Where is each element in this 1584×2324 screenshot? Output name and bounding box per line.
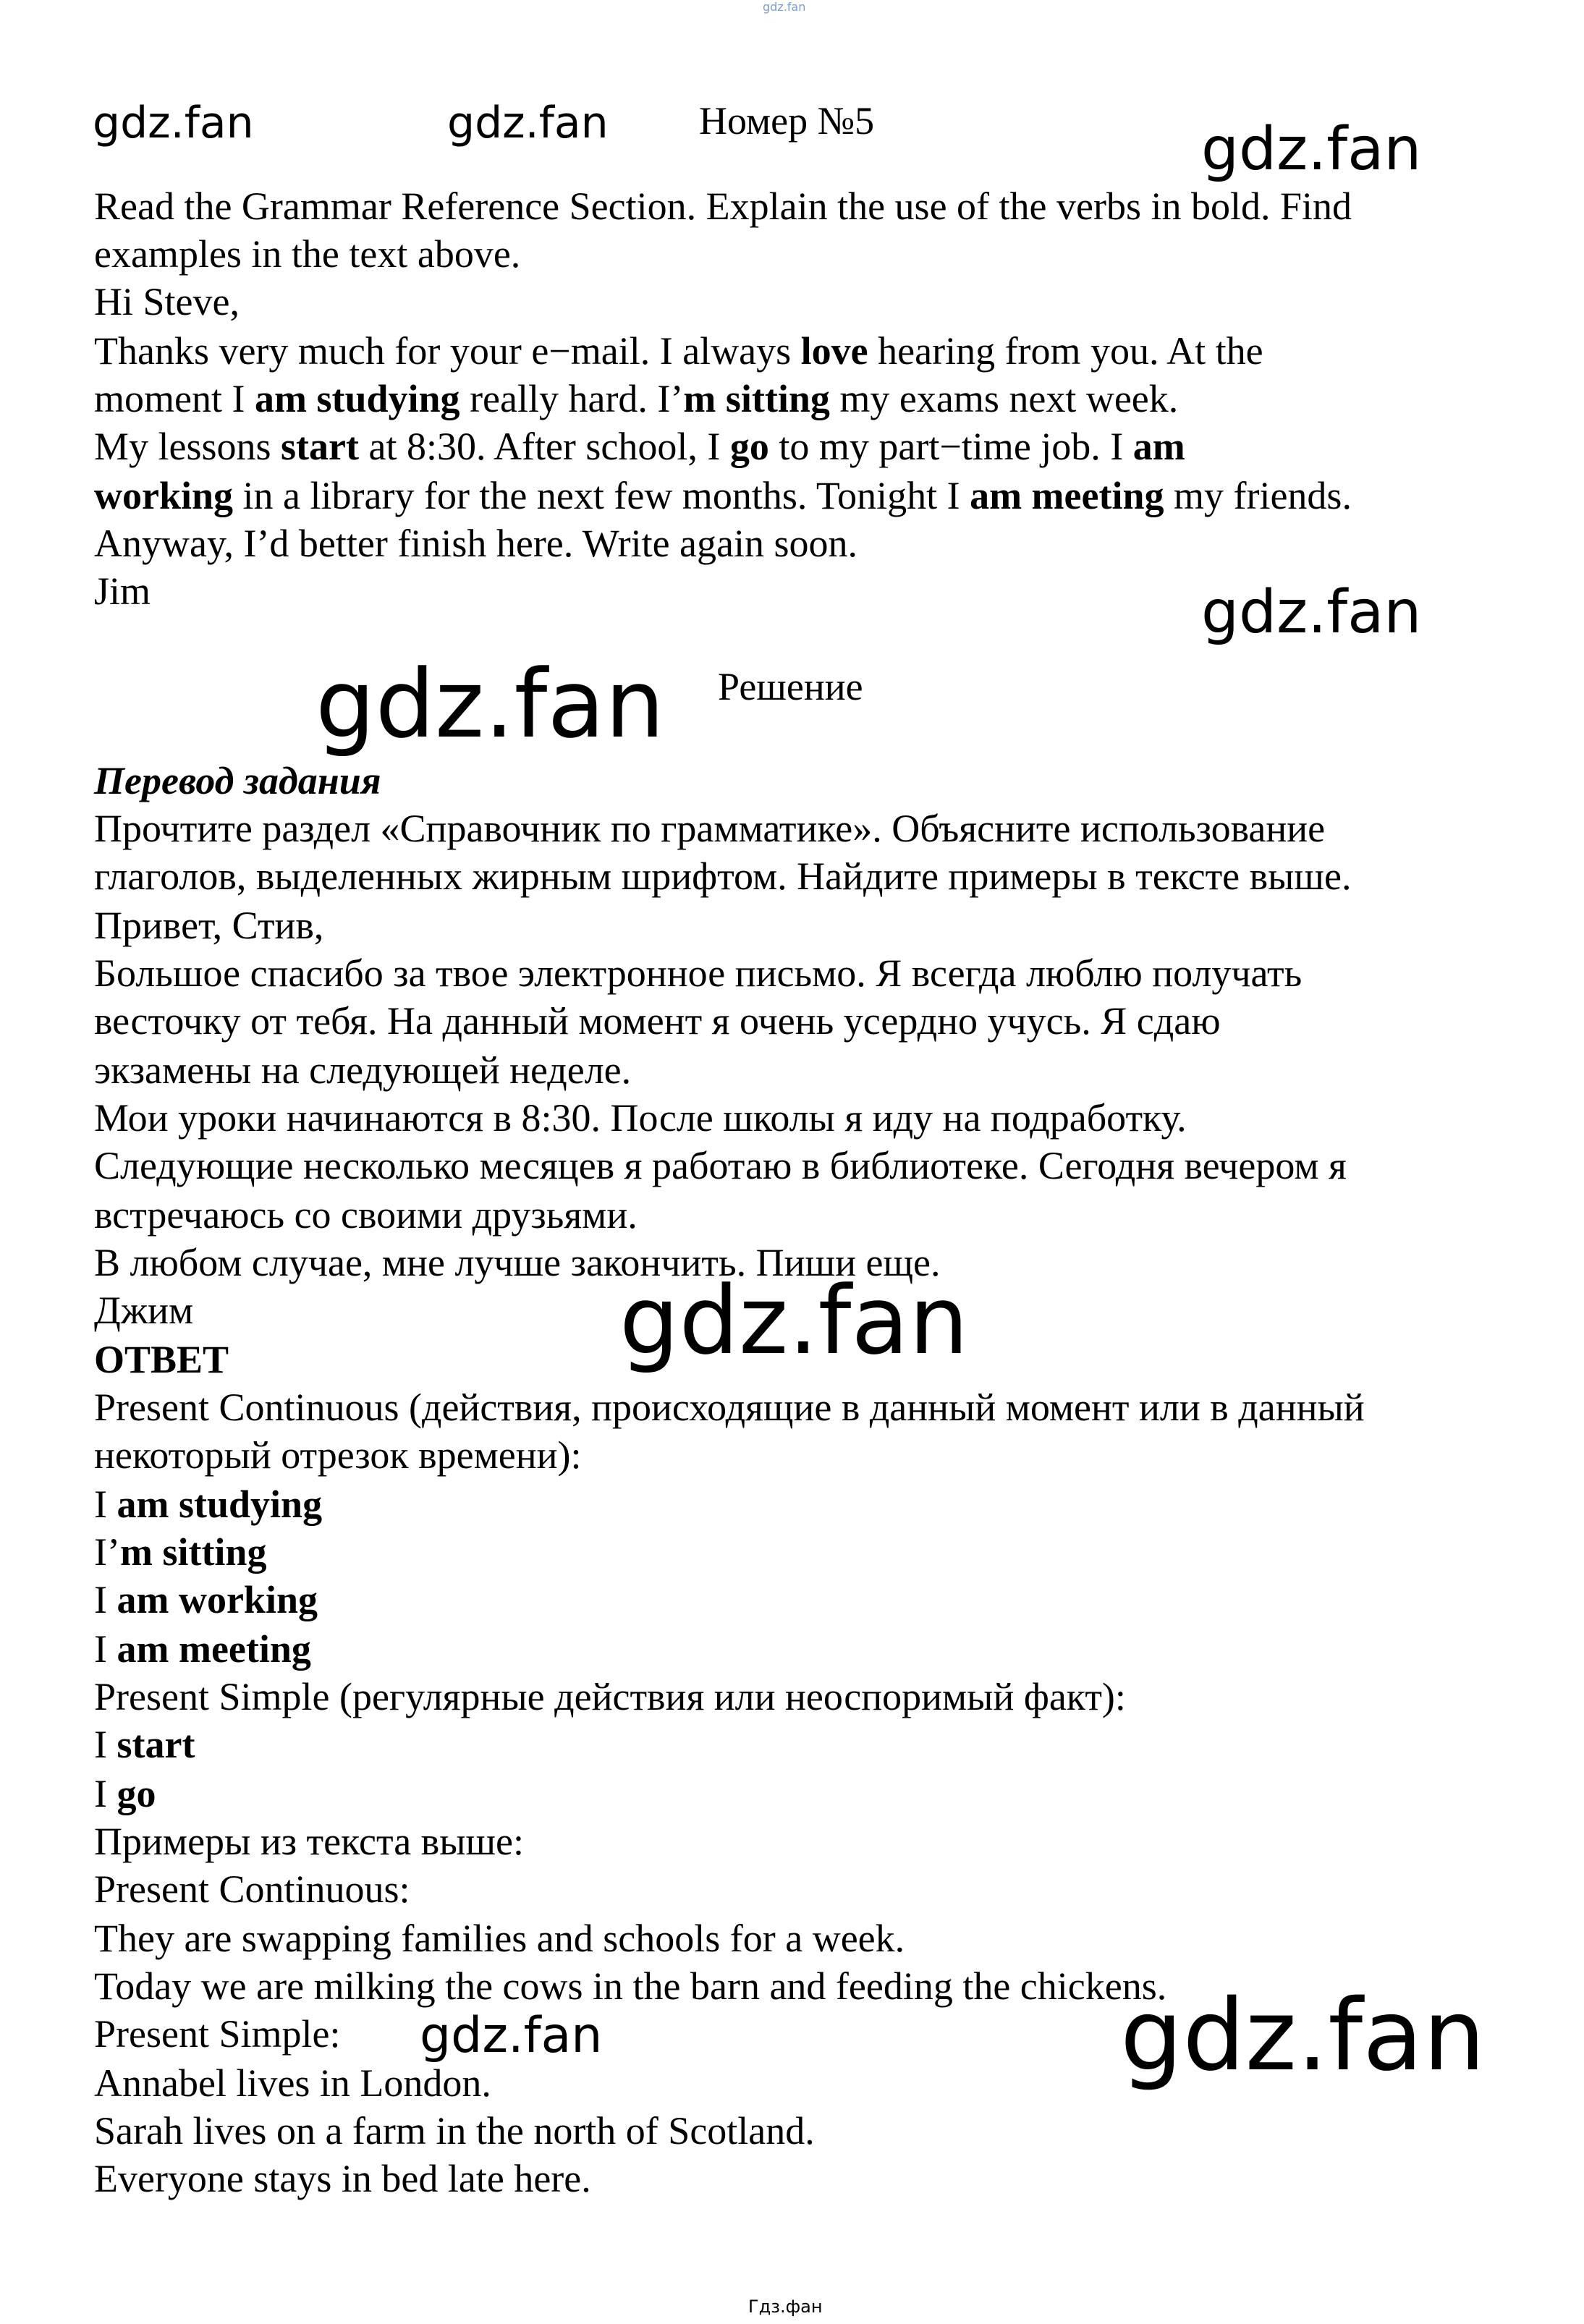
bold-verb: am xyxy=(1132,425,1185,468)
watermark-header-1: gdz.fan xyxy=(93,98,254,148)
bold-verb: love xyxy=(800,329,868,373)
footer-text: Гдз.фан xyxy=(748,2297,823,2317)
task-line-6 xyxy=(94,423,1185,470)
pc-example-2: Today we are milking the cows in the barn and feeding the chickens. xyxy=(94,1964,1167,2008)
task-line-8: Anyway, I’d better finish here. Write again soon. xyxy=(94,522,858,565)
bold-verb: am studying xyxy=(254,377,460,420)
translation-line-8: Следующие несколько месяцев я работаю в библиотеке. Сегодня вечером я xyxy=(94,1144,1347,1187)
answer-example-5 xyxy=(94,1721,195,1768)
answer-example-4 xyxy=(94,1625,311,1673)
bold-verb: am meeting xyxy=(970,474,1164,517)
task-line-5 xyxy=(94,375,1178,423)
task-line-1: Read the Grammar Reference Section. Explain the use of the verbs in bold. Find xyxy=(94,185,1352,228)
translation-line-2: глаголов, выделенных жирным шрифтом. Найдите примеры в тексте выше. xyxy=(94,854,1352,898)
translation-line-7: Мои уроки начинаются в 8:30. После школы я иду на подработку. xyxy=(94,1096,1187,1140)
text-segment: moment I xyxy=(94,377,255,420)
answer-example-6 xyxy=(94,1770,156,1818)
ps-example-3: Everyone stays in bed late here. xyxy=(94,2157,591,2200)
text-segment: my friends. xyxy=(1164,474,1352,517)
pc-heading: Present Continuous: xyxy=(94,1867,410,1911)
translation-line-10: В любом случае, мне лучше закончить. Пиши еще. xyxy=(94,1241,941,1284)
examples-heading: Примеры из текста выше: xyxy=(94,1820,525,1863)
bold-verb: am meeting xyxy=(117,1627,311,1671)
text-segment: I’ xyxy=(94,1530,120,1574)
watermark-big: gdz.fan xyxy=(1120,1979,1486,2093)
bold-verb: go xyxy=(117,1772,156,1815)
watermark-header-3: gdz.fan xyxy=(1201,115,1422,184)
bold-verb: start xyxy=(117,1723,195,1766)
ps-heading: Present Simple: xyxy=(94,2012,341,2056)
translation-line-1: Прочтите раздел «Справочник по грамматике». Объясните использование xyxy=(94,807,1326,850)
text-segment: I xyxy=(94,1578,117,1621)
task-line-2: examples in the text above. xyxy=(94,232,521,276)
task-line-3: Hi Steve, xyxy=(94,280,240,323)
task-line-4 xyxy=(94,327,1263,375)
answer-ps-line: Present Simple (регулярные действия или неоспоримый факт): xyxy=(94,1675,1126,1718)
text-segment: really hard. I’ xyxy=(459,377,684,420)
answer-example-1 xyxy=(94,1480,322,1528)
text-segment: My lessons xyxy=(94,425,281,468)
text-segment: I xyxy=(94,1483,117,1526)
task-line-7 xyxy=(94,472,1352,519)
translation-line-4: Большое спасибо за твое электронное письмо. Я всегда люблю получать xyxy=(94,951,1303,995)
watermark-ps: gdz.fan xyxy=(420,2007,603,2064)
bold-verb: m sitting xyxy=(119,1530,267,1574)
text-segment: in a library for the next few months. Tonight I xyxy=(233,474,970,517)
bold-verb: working xyxy=(94,474,234,517)
text-segment: to my part−time job. I xyxy=(768,425,1133,468)
text-segment: my exams next week. xyxy=(829,377,1179,420)
solution-title: Решение xyxy=(718,665,863,708)
watermark-task: gdz.fan xyxy=(1201,578,1422,647)
answer-example-2 xyxy=(94,1528,266,1576)
translation-line-5: весточку от тебя. На данный момент я очень усердно учусь. Я сдаю xyxy=(94,999,1221,1043)
text-segment: I xyxy=(94,1627,117,1671)
answer-pc-line-1: Present Continuous (действия, происходящие в данный момент или в данный xyxy=(94,1386,1365,1429)
top-watermark: gdz.fan xyxy=(763,0,806,14)
ps-example-2: Sarah lives on a farm in the north of Scotland. xyxy=(94,2109,815,2153)
translation-line-9: встречаюсь со своими друзьями. xyxy=(94,1193,638,1237)
answer-example-3 xyxy=(94,1576,318,1624)
text-segment: hearing from you. At the xyxy=(868,329,1263,373)
translation-heading: Перевод задания xyxy=(94,759,381,802)
watermark-solution: gdz.fan xyxy=(315,649,665,759)
bold-verb: am studying xyxy=(117,1483,323,1526)
bold-verb: start xyxy=(281,425,359,468)
bold-verb: am working xyxy=(117,1578,318,1621)
translation-line-11: Джим xyxy=(94,1289,194,1332)
watermark-header-2: gdz.fan xyxy=(447,98,609,148)
task-line-9: Jim xyxy=(94,569,151,613)
answer-heading: ОТВЕТ xyxy=(94,1338,229,1381)
bold-verb: m sitting xyxy=(683,377,830,420)
answer-pc-line-2: некоторый отрезок времени): xyxy=(94,1433,582,1477)
text-segment: at 8:30. After school, I xyxy=(358,425,730,468)
text-segment: I xyxy=(94,1723,117,1766)
page-title: Номер №5 xyxy=(699,99,875,143)
translation-line-6: экзамены на следующей неделе. xyxy=(94,1048,632,1092)
text-segment: I xyxy=(94,1772,117,1815)
translation-line-3: Привет, Стив, xyxy=(94,904,324,947)
ps-example-1: Annabel lives in London. xyxy=(94,2061,491,2105)
watermark-translation: gdz.fan xyxy=(619,1265,969,1375)
text-segment: Thanks very much for your e−mail. I always xyxy=(94,329,801,373)
pc-example-1: They are swapping families and schools for a week. xyxy=(94,1917,905,1960)
bold-verb: go xyxy=(729,425,769,468)
